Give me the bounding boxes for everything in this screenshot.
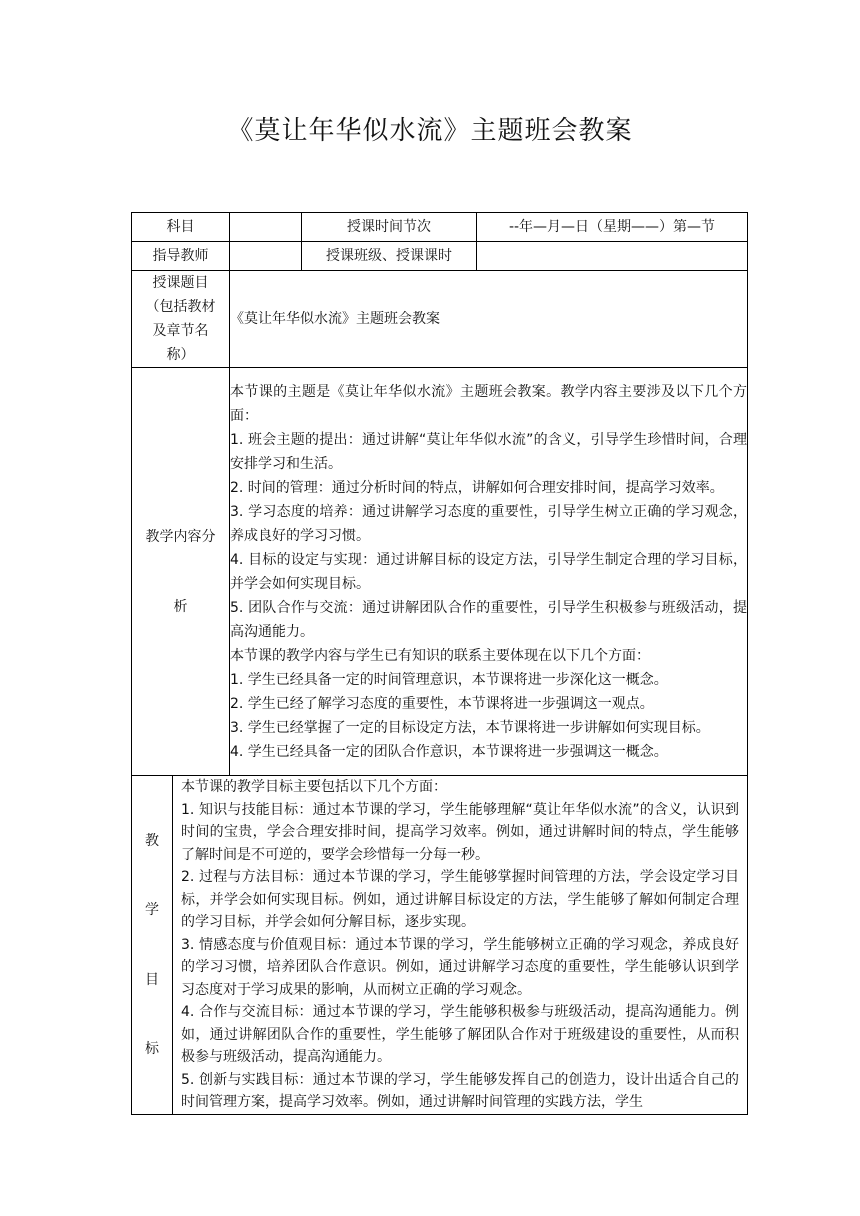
goals-paragraph: 3. 情感态度与价值观目标：通过本节课的学习，学生能够树立正确的学习观念，养成良好的学习习惯，培养团队合作意识。例如，通过讲解学习态度的重要性，学生能够认识到学习态度对于学习成果的影响，从而树立正确的学习观念。: [181, 936, 739, 998]
goals-label-char: 标: [145, 1041, 159, 1058]
goals-paragraph: 1. 知识与技能目标：通过本节课的学习，学生能够理解“莫让年华似水流”的含义，认识到时间的宝贵，学会合理安排时间，提高学习效率。例如，通过讲解时间的特点，学生能够了解时间是不可逆的，要学会珍惜每一分每一秒。: [181, 801, 739, 863]
time-value: --年—月—日（星期——）第—节: [477, 213, 748, 242]
teacher-value: [230, 242, 302, 271]
analysis-paragraph: 3. 学习态度的培养：通过讲解学习态度的重要性，引导学生树立正确的学习观念，养成良好的学习习惯。: [230, 503, 747, 544]
analysis-paragraph: 本节课的主题是《莫让年华似水流》主题班会教案。教学内容主要涉及以下几个方面：: [230, 383, 747, 424]
class-label: 授课班级、授课课时: [302, 242, 477, 271]
analysis-paragraph: 4. 学生已经具备一定的团队合作意识，本节课将进一步强调这一概念。: [230, 743, 668, 760]
goals-paragraph: 4. 合作与交流目标：通过本节课的学习，学生能够积极参与班级活动，提高沟通能力。例如，通过讲解团队合作的重要性，学生能够了解团队合作对于班级建设的重要性，从而积极参与班级活动，提高沟通能力。: [181, 1004, 739, 1065]
analysis-paragraph: 2. 学生已经了解学习态度的重要性，本节课将进一步强调这一观点。: [230, 695, 654, 712]
goals-section: [132, 776, 748, 1115]
analysis-label-part: 教学内容分: [145, 528, 216, 545]
topic-value: 《莫让年华似水流》主题班会教案: [230, 271, 748, 368]
analysis-paragraph: 2. 时间的管理：通过分析时间的特点，讲解如何合理安排时间，提高学习效率。: [230, 479, 724, 496]
table-row: [132, 776, 748, 1115]
analysis-label-part: 析: [173, 598, 188, 615]
topic-label-line: 及章节名: [152, 323, 209, 339]
analysis-paragraph: 1. 班会主题的提出：通过讲解“莫让年华似水流”的含义，引导学生珍惜时间，合理安排学习和生活。: [230, 431, 747, 472]
analysis-paragraph: 4. 目标的设定与实现：通过讲解目标的设定方法，引导学生制定合理的学习目标，并学会如何实现目标。: [230, 551, 747, 592]
goals-paragraph: 5. 创新与实践目标：通过本节课的学习，学生能够发挥自己的创造力，设计出适合自己的时间管理方案，提高学习效率。例如，通过讲解时间管理的实践方法，学生: [181, 1071, 739, 1110]
goals-label: [132, 776, 173, 1114]
analysis-paragraph: 1. 学生已经具备一定的时间管理意识，本节课将进一步深化这一概念。: [230, 671, 668, 688]
analysis-paragraph: 3. 学生已经掌握了一定的目标设定方法，本节课将进一步讲解如何实现目标。: [230, 719, 710, 736]
goals-label-char: 学: [145, 902, 159, 919]
page-title: 《莫让年华似水流》主题班会教案: [227, 116, 633, 146]
goals-paragraph: 本节课的教学目标主要包括以下几个方面：: [181, 779, 447, 795]
analysis-label: [132, 368, 230, 776]
class-value: [477, 242, 748, 271]
table-row: [132, 242, 748, 271]
teacher-label: 指导教师: [132, 242, 230, 271]
subject-label: 科目: [132, 213, 230, 242]
table-row: [132, 368, 748, 776]
analysis-paragraph: 本节课的教学内容与学生已有知识的联系主要体现在以下几个方面：: [230, 647, 650, 664]
goals-label-char: 教: [145, 832, 159, 849]
topic-label-line: 授课题目: [152, 275, 209, 291]
subject-value: [230, 213, 302, 242]
topic-label-line: 称）: [166, 347, 195, 363]
topic-label: [132, 271, 230, 368]
time-label: 授课时间节次: [302, 213, 477, 242]
table-row: [132, 271, 748, 368]
table-row: [132, 213, 748, 242]
analysis-paragraph: 5. 团队合作与交流：通过讲解团队合作的重要性，引导学生积极参与班级活动，提高沟通能力。: [230, 599, 747, 640]
goals-content: [173, 776, 747, 1114]
goals-paragraph: 2. 过程与方法目标：通过本节课的学习，学生能够掌握时间管理的方法，学会设定学习目标，并学会如何实现目标。例如，通过讲解目标设定的方法，学生能够了解如何制定合理的学习目标，并学会如何分解目标，逐步实现。: [181, 869, 739, 930]
lesson-plan-table: [131, 212, 748, 1115]
topic-label-line: （包括教材: [145, 299, 216, 315]
goals-label-char: 目: [145, 971, 159, 988]
analysis-content: [230, 368, 748, 776]
